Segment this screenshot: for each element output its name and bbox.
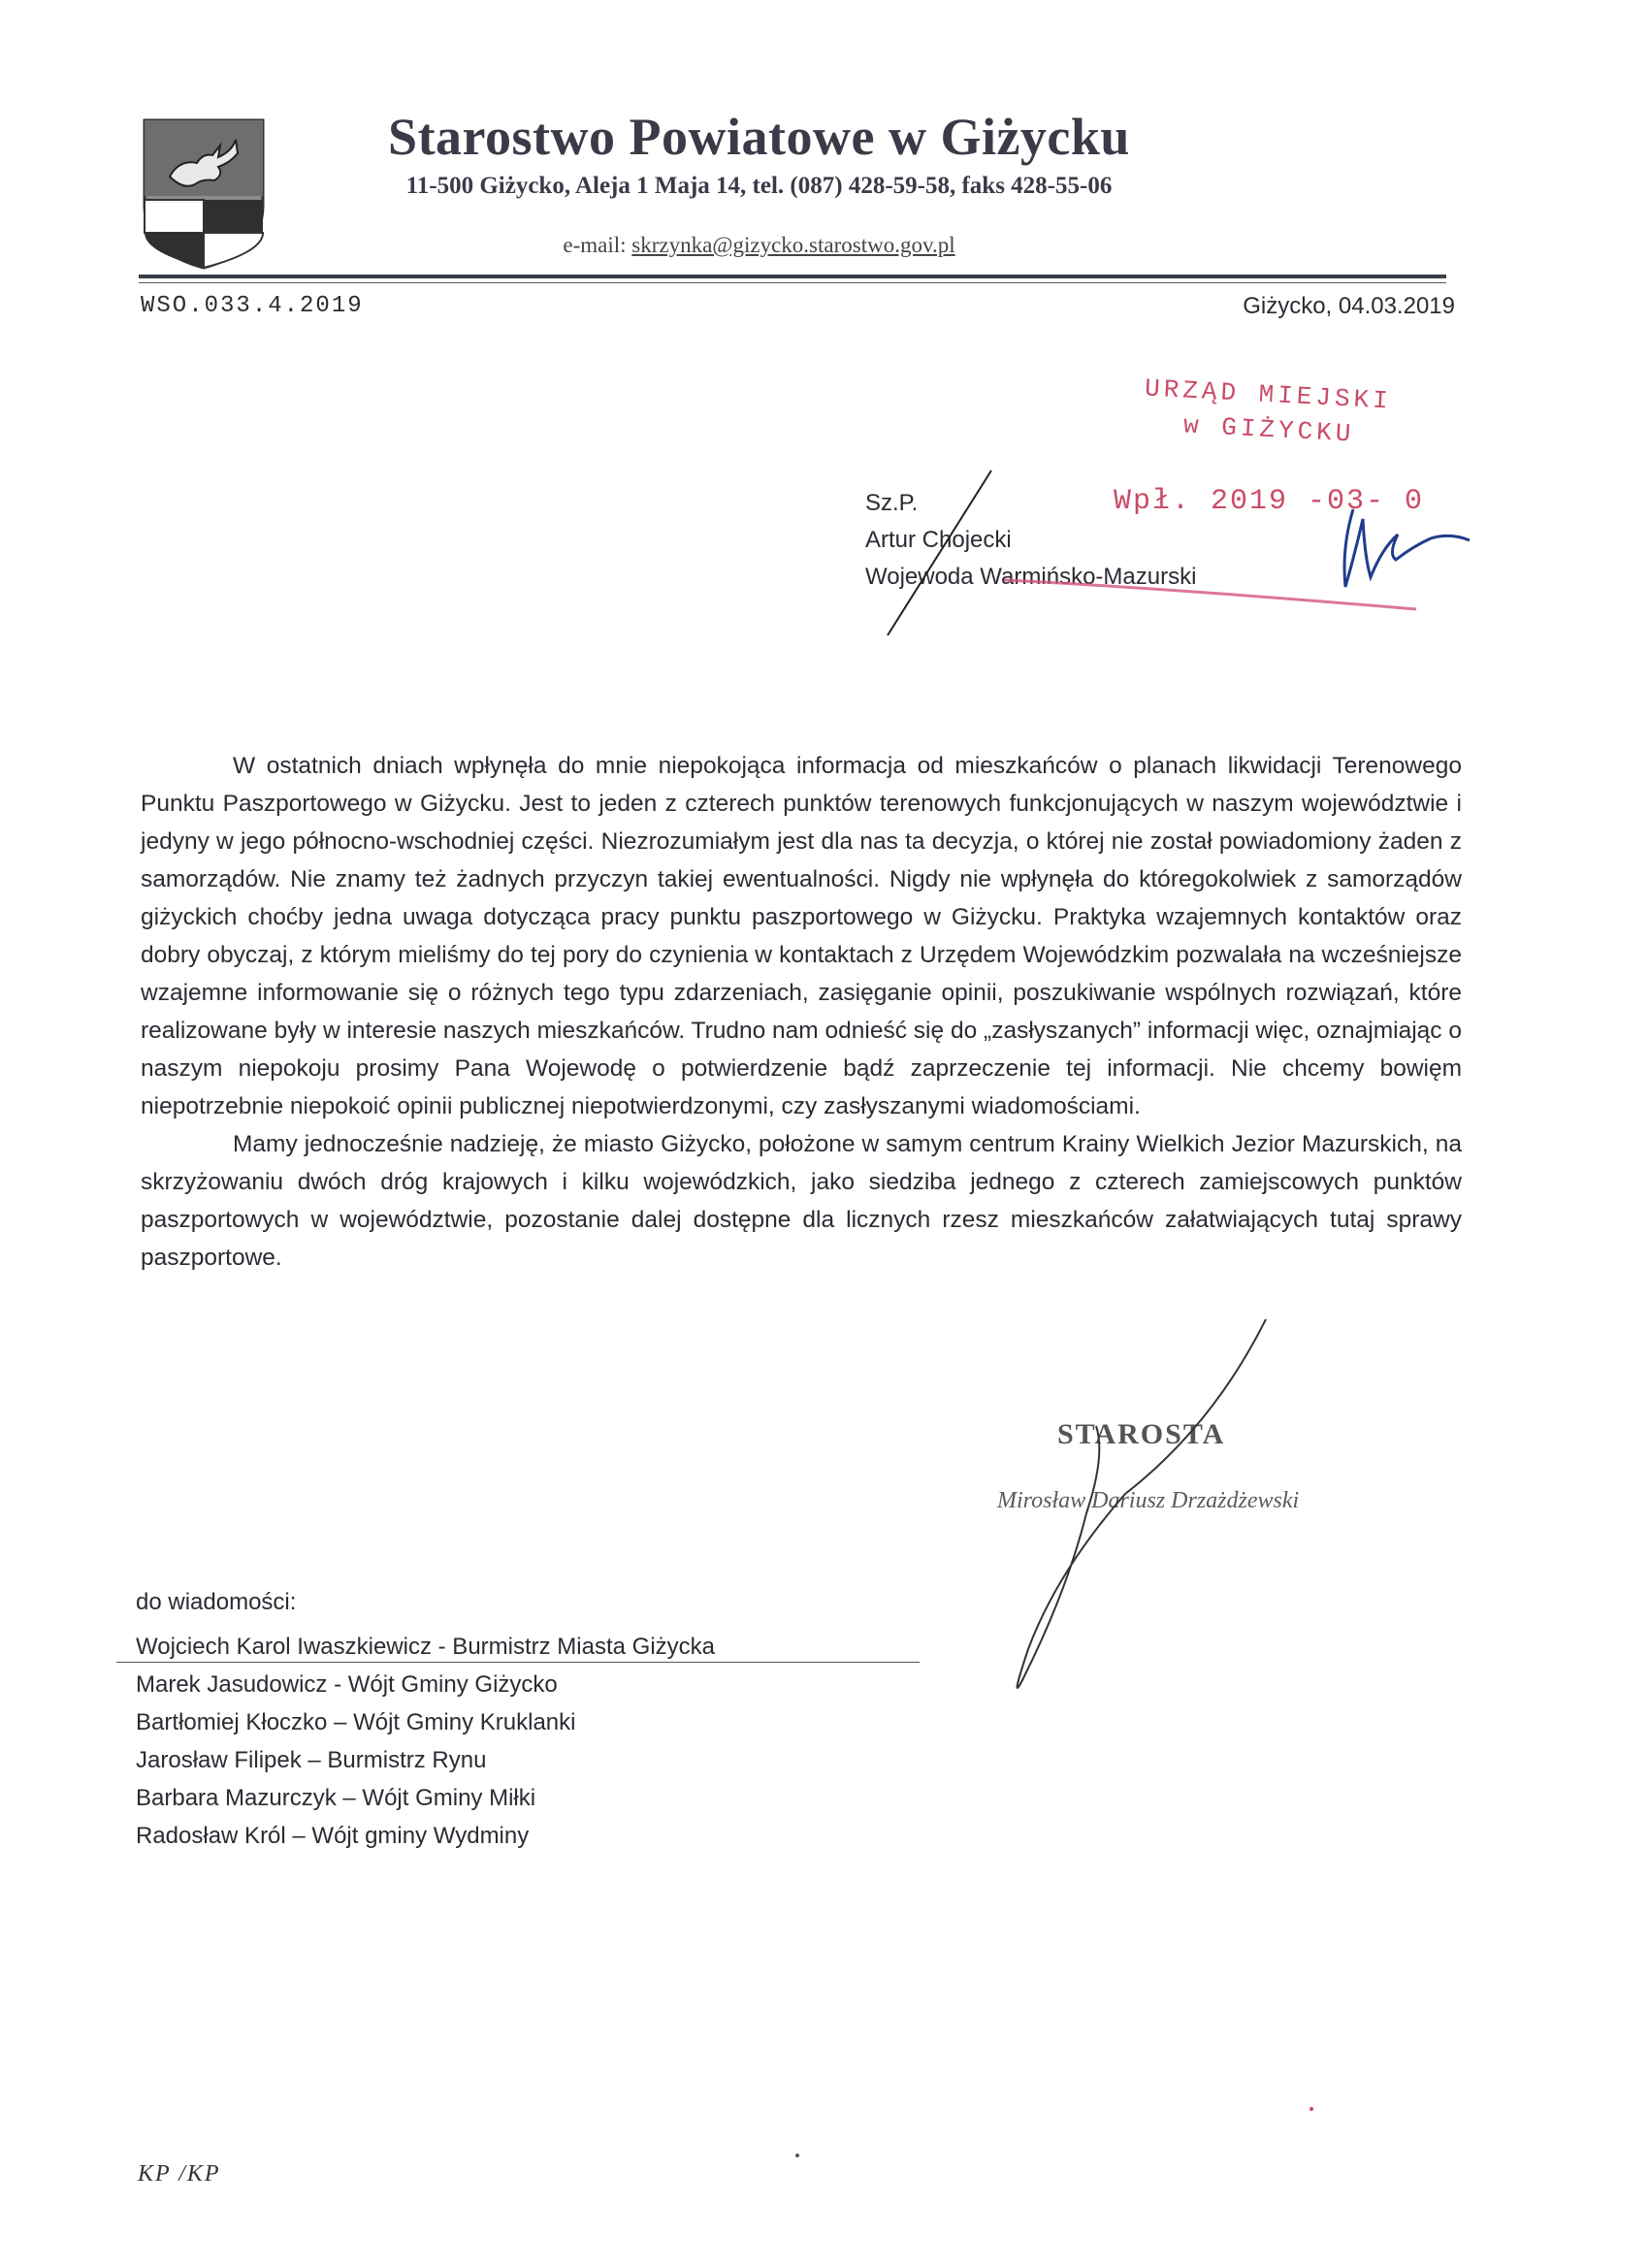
body-paragraph: W ostatnich dniach wpłynęła do mnie niepokojąca informacja od mieszkańców o planach likwidacji Terenowego Punktu Paszportowego w Giżycku. Jest to jeden z czterech punktów terenowych funkcjonujących w naszym województwie i jedyny w jego północno-wschodniej części. Niezrozumiałym jest dla nas ta decyzja, o której nie został powiadomiony żaden z samorządów. Nie znamy też żadnych przyczyn takiej ewentualności. Nigdy nie wpłynęła do któregokolwiek z samorządów giżyckich choćby jedna uwaga dotycząca pracy punktu paszportowego w Giżycku. Praktyka wzajemnych kontaktów oraz dobry obyczaj, z którym mieliśmy do tej pory do czynienia w kontaktach z Urzędem Wojewódzkim pozwalała na wcześniejsze wzajemne informowanie się o różnych tego typu zdarzeniach, zasięganie opinii, poszukiwanie wspólnych rozwiązań, które realizowane były w interesie naszych mieszkańców. Trudno nam odnieść się do „zasłyszanych” informacji więc, oznajmiając o naszym niepokoju prosimy Pana Wojewodę o potwierdzenie bądź zaprzeczenie tej informacji. Nie chcemy bowięm niepotrzebnie niepokoić opinii publicznej niepotwierdzonymi, czy zasłyszanymi wiadomościami. — [141, 753, 1462, 1119]
email-link[interactable]: skrzynka@gizycko.starostwo.gov.pl — [631, 233, 955, 257]
cc-underline — [116, 1662, 920, 1663]
cc-recipient: Barbara Mazurczyk – Wójt Gminy Miłki — [136, 1785, 536, 1811]
addressee-salutation: Sz.P. — [865, 490, 919, 516]
cc-recipient: Radosław Król – Wójt gminy Wydminy — [136, 1823, 530, 1849]
header-rule-thin — [139, 282, 1446, 283]
email-label: e-mail: — [563, 233, 627, 257]
cc-recipient: Wojciech Karol Iwaszkiewicz - Burmistrz Miasta Giżycka — [136, 1634, 716, 1660]
cc-recipient: Jarosław Filipek – Burmistrz Rynu — [136, 1747, 487, 1773]
cc-label: do wiadomości: — [136, 1589, 297, 1615]
footer-initials: KP /KP — [138, 2161, 221, 2187]
header-rule — [139, 275, 1446, 278]
body-paragraph: Mamy jednocześnie nadzieję, że miasto Giżycko, położone w samym centrum Krainy Wielkich Jezior Mazurskich, na skrzyżowaniu dwóch dróg krajowych i kilku wojewódzkich, jako siedziba jednego z czterech zamiejscowych punktów paszportowych w województwie, pozostanie dalej dostępne dla licznych rzesz mieszkańców załatwiających tutaj sprawy paszportowe. — [141, 1131, 1462, 1271]
place-date: Giżycko, 04.03.2019 — [1243, 293, 1455, 319]
addressee-block — [865, 485, 1196, 596]
email-line — [0, 233, 1518, 258]
stamp-office-line1: URZĄD MIEJSKI — [1144, 373, 1393, 416]
institution-address: 11-500 Giżycko, Aleja 1 Maja 14, tel. (087) 428-59-58, faks 428-55-06 — [405, 173, 1113, 199]
addressee-name: Artur Chojecki — [865, 527, 1012, 553]
cc-recipient: Bartłomiej Kłoczko – Wójt Gminy Kruklanki — [136, 1709, 576, 1735]
letter-body — [141, 747, 1462, 1277]
signature-title: STAROSTA — [1057, 1418, 1226, 1450]
reference-number: WSO.033.4.2019 — [141, 293, 364, 319]
initials-scribble — [1344, 509, 1470, 587]
stamp-received-date: Wpł. 2019 -03- 0 — [1114, 485, 1425, 518]
institution-name: Starostwo Powiatowe w Giżycku — [388, 108, 1130, 166]
stamp-office-line2: w GIŻYCKU — [1182, 410, 1356, 449]
signature-name-stamp: Mirosław Dariusz Drzażdżewski — [997, 1488, 1300, 1513]
addressee-title: Wojewoda Warmińsko-Mazurski — [865, 564, 1197, 590]
cc-recipient: Marek Jasudowicz - Wójt Gminy Giżycko — [136, 1671, 558, 1698]
